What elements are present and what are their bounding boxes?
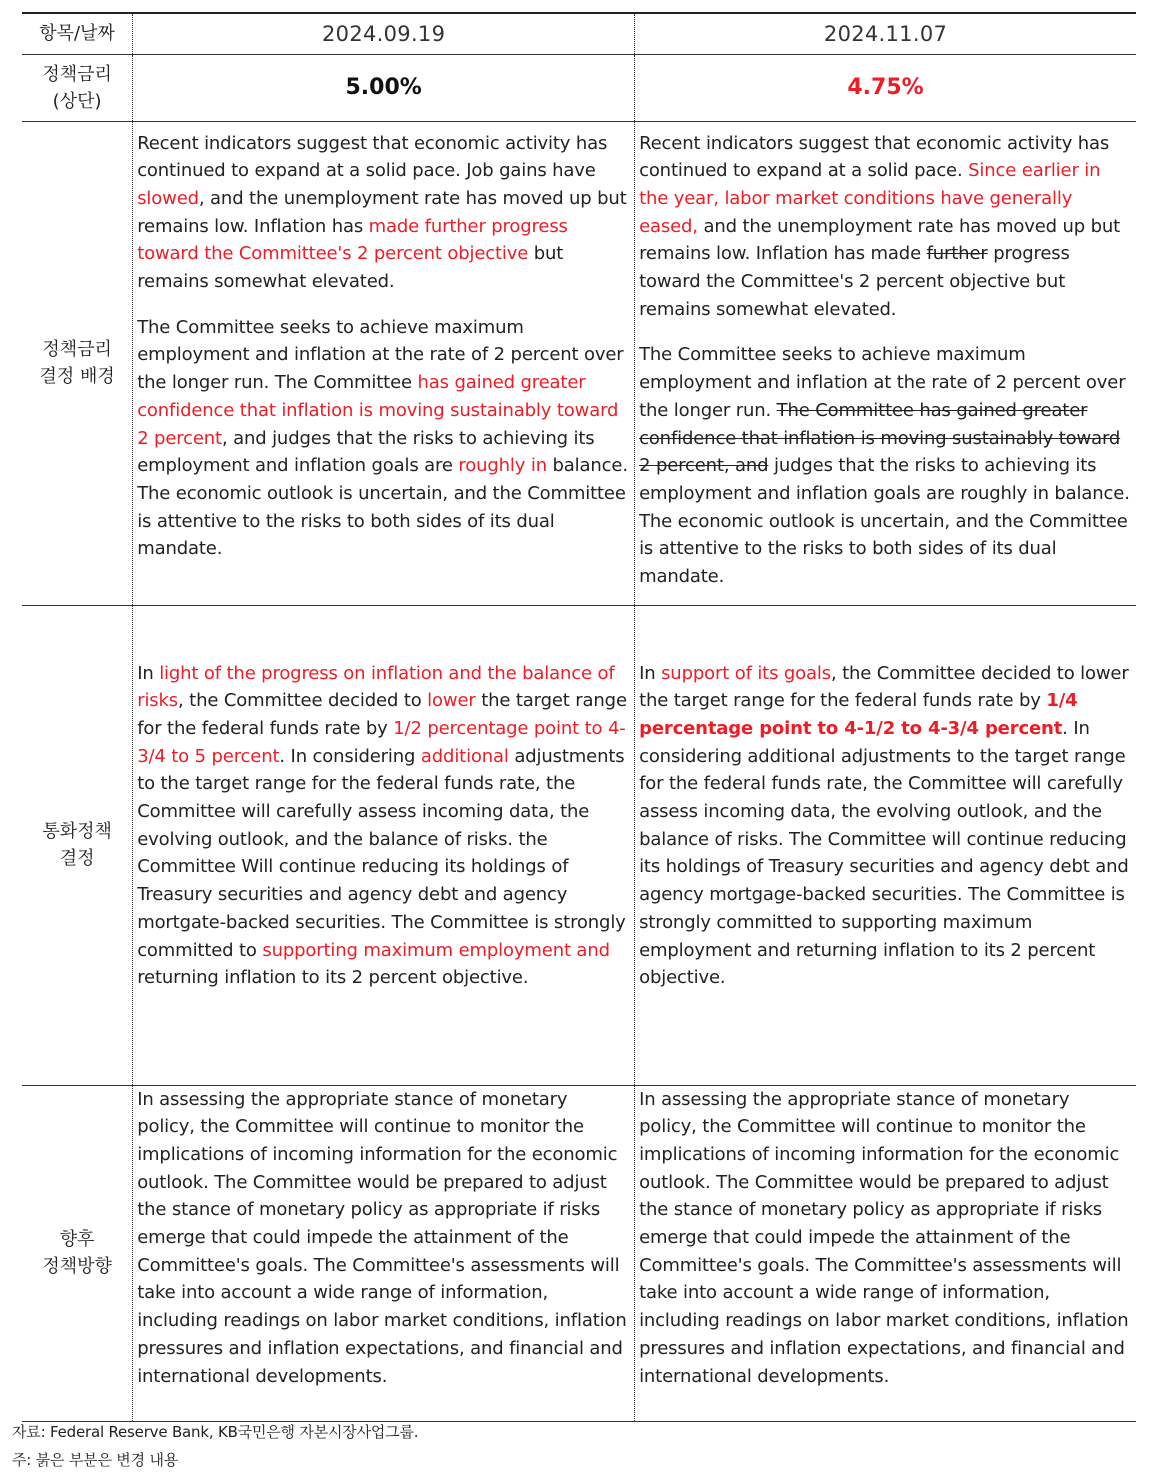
changed-text: roughly in bbox=[458, 455, 547, 477]
background-old-paragraph-1 bbox=[137, 130, 630, 296]
background-new-paragraph-1 bbox=[639, 130, 1132, 324]
text-run: In assessing the appropriate stance of monetary policy, the Committee will continue to monitor the implications of incoming information for the economic outlook. The Committee would be prepared to adjust the stance of monetary policy as appropriate if risks emerge that could impede the attainment of the Committee's goals. The Committee's assessments will take into account a wide range of information, including readings on labor market conditions, inflation pressures and inflation expectations, and financial and international developments. bbox=[639, 1088, 1129, 1387]
change-note: 주: 붉은 부분은 변경 내용 bbox=[12, 1451, 179, 1469]
policy-rate-label-line1: 정책금리 bbox=[42, 63, 112, 85]
text-run: Recent indicators suggest that economic activity has continued to expand at a solid pace. Job gains have bbox=[137, 132, 608, 182]
text-run: progress toward the Committee's 2 percent objective but remains somewhat elevated. bbox=[639, 243, 1070, 320]
forward-old-paragraph bbox=[137, 1086, 630, 1391]
fomc-statement-comparison-table bbox=[22, 12, 1136, 1422]
background-label-line1: 정책금리 bbox=[42, 339, 112, 360]
deleted-text: The Committee has gained greater confidence that inflation is moving sustainably toward 2 percent, and bbox=[639, 399, 1121, 477]
item-date-label: 항목/날짜 bbox=[39, 23, 115, 45]
background-new-cell bbox=[635, 121, 1136, 605]
policy-label-cell bbox=[22, 605, 133, 1085]
text-run: In assessing the appropriate stance of monetary policy, the Committee will continue to monitor the implications of incoming information for the economic outlook. The Committee would be prepared to adjust the stance of monetary policy as appropriate if risks emerge that could impede the attainment of the Committee's goals. The Committee's assessments will take into account a wide range of information, including readings on labor market conditions, inflation pressures and inflation expectations, and financial and international developments. bbox=[137, 1088, 627, 1387]
text-run: , and judges that the risks to achieving its employment and inflation goals are bbox=[137, 427, 595, 477]
text-run: and the unemployment rate has moved up but remains low. Inflation has made bbox=[639, 215, 1121, 265]
footnotes bbox=[12, 1418, 418, 1474]
policy-new-paragraph bbox=[639, 660, 1132, 992]
deleted-text: further bbox=[926, 243, 988, 265]
text-run: , the Committee decided to lower the target range for the federal funds rate by bbox=[639, 662, 1129, 712]
text-run: Recent indicators suggest that economic activity has continued to expand at a solid pace. bbox=[639, 132, 1110, 182]
header-row bbox=[22, 13, 1136, 54]
source-note: 자료: Federal Reserve Bank, KB국민은행 자본시장사업그룹. bbox=[12, 1423, 419, 1441]
item-date-header bbox=[22, 13, 133, 54]
policy-old-cell bbox=[133, 605, 635, 1085]
text-run: , the Committee decided to bbox=[178, 690, 428, 712]
policy-label-line2: 결정 bbox=[59, 848, 95, 869]
changed-text: 1/2 percentage point to 4-3/4 to 5 percent bbox=[137, 717, 626, 767]
background-new-text bbox=[635, 122, 1136, 591]
background-old-text bbox=[133, 122, 634, 564]
changed-text: Since earlier in the year, labor market conditions have generally eased, bbox=[639, 160, 1101, 237]
changed-text: has gained greater confidence that inflation is moving sustainably toward 2 percent bbox=[137, 372, 619, 449]
forward-old-text bbox=[133, 1086, 634, 1391]
policy-rate-label-line2: (상단) bbox=[52, 90, 102, 112]
text-run: but remains somewhat elevated. bbox=[137, 243, 564, 293]
text-run: In bbox=[137, 662, 160, 684]
changed-text: made further progress toward the Committee's 2 percent objective bbox=[137, 215, 568, 265]
forward-label-cell bbox=[22, 1085, 133, 1421]
forward-label-line2: 정책방향 bbox=[42, 1256, 112, 1277]
text-run: returning inflation to its 2 percent objective. bbox=[137, 967, 529, 989]
policy-old-paragraph bbox=[137, 660, 630, 992]
policy-rate-label-cell bbox=[22, 54, 133, 121]
changed-text: supporting maximum employment and bbox=[262, 939, 610, 961]
date-new-header: 2024.11.07 bbox=[635, 13, 1136, 54]
changed-text: light of the progress on inflation and the balance of risks bbox=[137, 662, 615, 712]
policy-old-text bbox=[133, 606, 634, 992]
text-run: balance. The economic outlook is uncertain, and the Committee is attentive to the risks to both sides of its dual mandate. bbox=[137, 455, 628, 560]
text-run: The Committee seeks to achieve maximum employment and inflation at the rate of 2 percent over the longer run. The Committee bbox=[137, 316, 624, 394]
background-new-paragraph-2 bbox=[639, 341, 1132, 590]
forward-new-cell bbox=[635, 1085, 1136, 1421]
monetary-policy-decision-row bbox=[22, 605, 1136, 1085]
policy-new-text bbox=[635, 606, 1136, 992]
changed-text: slowed bbox=[137, 187, 199, 209]
forward-policy-direction-row bbox=[22, 1085, 1136, 1421]
background-label-line2: 결정 배경 bbox=[39, 366, 115, 387]
changed-text: lower bbox=[427, 690, 476, 712]
changed-text: additional bbox=[420, 745, 509, 767]
policy-new-cell bbox=[635, 605, 1136, 1085]
text-run: , and the unemployment rate has moved up but remains low. Inflation has bbox=[137, 187, 627, 237]
text-run: the target range for the federal funds rate by bbox=[137, 690, 627, 739]
forward-new-text bbox=[635, 1086, 1136, 1391]
policy-rate-new-value: 4.75% bbox=[635, 54, 1136, 121]
background-old-paragraph-2 bbox=[137, 314, 630, 563]
forward-old-cell bbox=[133, 1085, 635, 1421]
text-run: judges that the risks to achieving its employment and inflation goals are roughly in balance. The economic outlook is uncertain, and the Committee is attentive to the risks to both sides of its dual mandate. bbox=[639, 455, 1130, 588]
changed-text: support of its goals bbox=[661, 662, 831, 684]
forward-new-paragraph bbox=[639, 1086, 1132, 1391]
text-run: In bbox=[639, 662, 662, 684]
text-run: . In considering additional adjustments to the target range for the federal funds rate, the Committee will carefully assess incoming data, the evolving outlook, and the balance of risks. The Committee will continue reducing its holdings of Treasury securities and agency debt and agency mortgage-backed securities. The Committee is strongly committed to supporting maximum employment and returning inflation to its 2 percent objective. bbox=[639, 717, 1129, 989]
text-run: adjustments to the target range for the federal funds rate, the Committee will carefully assess incoming data, the evolving outlook, and the balance of risks. the Committee Will continue reducing its holdings of Treasury securities and agency debt and agency mortgate-backed securities. The Committee is strongly committed to bbox=[137, 745, 626, 961]
background-old-cell bbox=[133, 121, 635, 605]
rate-decision-background-row bbox=[22, 121, 1136, 605]
policy-rate-row bbox=[22, 54, 1136, 121]
forward-label-line1: 향후 bbox=[59, 1229, 95, 1250]
text-run: The Committee seeks to achieve maximum employment and inflation at the rate of 2 percent over the longer run. bbox=[639, 344, 1126, 421]
changed-text-bold: 1/4 percentage point to 4-1/2 to 4-3/4 percent bbox=[639, 690, 1078, 739]
policy-rate-old-value: 5.00% bbox=[133, 54, 635, 121]
date-old-header: 2024.09.19 bbox=[133, 13, 635, 54]
background-label-cell bbox=[22, 121, 133, 605]
comparison-table-wrapper bbox=[22, 12, 1136, 1422]
text-run: . In considering bbox=[279, 745, 421, 767]
policy-label-line1: 통화정책 bbox=[42, 821, 112, 842]
